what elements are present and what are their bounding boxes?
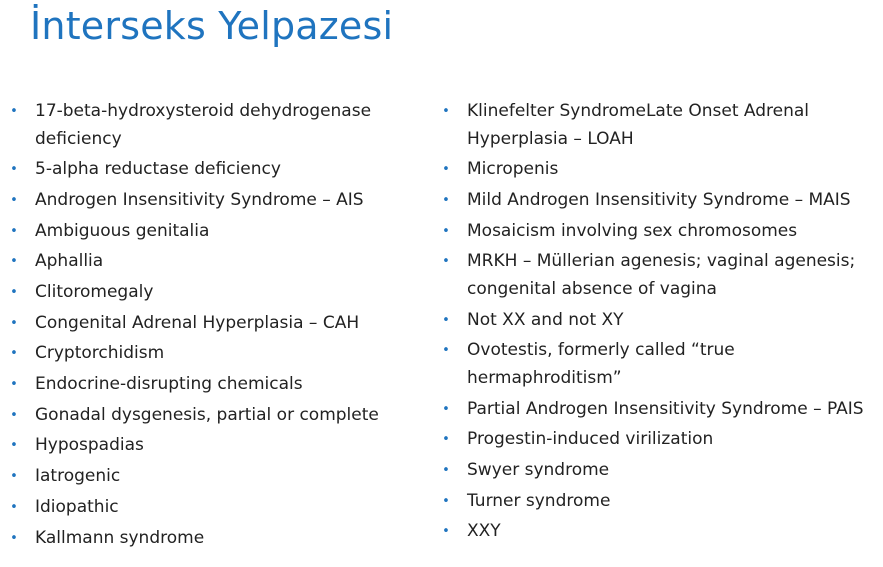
list-item-text: Endocrine-disrupting chemicals bbox=[35, 374, 303, 395]
bullet-icon: • bbox=[10, 407, 18, 423]
list-item bbox=[8, 187, 433, 215]
list-item bbox=[440, 396, 880, 424]
list-item bbox=[440, 337, 880, 392]
list-item bbox=[8, 494, 433, 522]
bullet-icon: • bbox=[10, 254, 18, 270]
list-item bbox=[8, 525, 433, 553]
list-item-text: Congenital Adrenal Hyperplasia – CAH bbox=[35, 312, 360, 333]
list-item-text: Mosaicism involving sex chromosomes bbox=[467, 220, 798, 241]
bullet-icon: • bbox=[10, 346, 18, 362]
list-item bbox=[8, 340, 433, 368]
list-item bbox=[8, 279, 433, 307]
bullet-icon: • bbox=[442, 462, 450, 478]
list-item-text: Idiopathic bbox=[35, 496, 119, 517]
right-bullet-list bbox=[440, 98, 880, 549]
list-item-text: Swyer syndrome bbox=[467, 459, 610, 480]
list-item-text: Ambiguous genitalia bbox=[35, 220, 210, 241]
bullet-icon: • bbox=[442, 254, 450, 270]
list-item-text: Clitoromegaly bbox=[35, 282, 154, 303]
bullet-icon: • bbox=[442, 104, 450, 119]
list-item-text: Micropenis bbox=[467, 159, 559, 180]
list-item-text: Kallmann syndrome bbox=[35, 527, 205, 548]
bullet-icon: • bbox=[442, 223, 450, 239]
bullet-icon: • bbox=[10, 192, 18, 208]
list-item-text: Cryptorchidism bbox=[35, 343, 165, 364]
list-item-text: Gonadal dysgenesis, partial or complete bbox=[35, 404, 379, 425]
list-item bbox=[440, 457, 880, 485]
bullet-icon: • bbox=[10, 469, 18, 485]
bullet-icon: • bbox=[10, 315, 18, 331]
list-item bbox=[440, 488, 880, 516]
list-item bbox=[8, 156, 433, 184]
list-item-text: XXY bbox=[467, 521, 501, 542]
list-item bbox=[440, 187, 880, 215]
list-item bbox=[440, 248, 880, 303]
bullet-icon: • bbox=[10, 499, 18, 515]
list-item-text: Klinefelter SyndromeLate Onset Adrenal Hyperplasia – LOAH bbox=[467, 101, 810, 149]
bullet-icon: • bbox=[10, 223, 18, 239]
slide-title: İnterseks Yelpazesi bbox=[30, 4, 394, 48]
bullet-icon: • bbox=[442, 312, 450, 328]
list-item-text: Not XX and not XY bbox=[467, 309, 624, 330]
list-item bbox=[440, 518, 880, 546]
bullet-icon: • bbox=[10, 162, 18, 178]
list-item-text: Ovotestis, formerly called “true hermaphroditism” bbox=[467, 340, 735, 388]
list-item bbox=[8, 98, 433, 153]
list-item-text: Androgen Insensitivity Syndrome – AIS bbox=[35, 189, 364, 210]
bullet-icon: • bbox=[10, 104, 18, 119]
list-item-text: 5-alpha reductase deficiency bbox=[35, 159, 281, 180]
bullet-icon: • bbox=[442, 343, 450, 359]
left-bullet-list bbox=[8, 98, 433, 555]
bullet-icon: • bbox=[442, 401, 450, 417]
list-item bbox=[8, 248, 433, 276]
list-item-text: 17-beta-hydroxysteroid dehydrogenase deficiency bbox=[35, 101, 372, 149]
list-item bbox=[8, 432, 433, 460]
list-item bbox=[440, 98, 880, 153]
list-item-text: Mild Androgen Insensitivity Syndrome – MAIS bbox=[467, 189, 851, 210]
list-item bbox=[8, 371, 433, 399]
list-item bbox=[440, 156, 880, 184]
bullet-icon: • bbox=[10, 377, 18, 393]
bullet-icon: • bbox=[442, 432, 450, 448]
bullet-icon: • bbox=[10, 438, 18, 454]
list-item-text: Hypospadias bbox=[35, 435, 144, 456]
list-item bbox=[8, 310, 433, 338]
list-item-text: Partial Androgen Insensitivity Syndrome – PAIS bbox=[467, 398, 864, 419]
bullet-icon: • bbox=[10, 285, 18, 301]
list-item-text: MRKH – Müllerian agenesis; vaginal agenesis; congenital absence of vagina bbox=[467, 251, 856, 299]
list-item-text: Aphallia bbox=[35, 251, 104, 272]
bullet-icon: • bbox=[442, 524, 450, 540]
list-item bbox=[8, 463, 433, 491]
list-item-text: Turner syndrome bbox=[467, 490, 611, 511]
list-item-text: Iatrogenic bbox=[35, 466, 121, 487]
list-item bbox=[440, 426, 880, 454]
bullet-icon: • bbox=[442, 192, 450, 208]
list-item bbox=[440, 307, 880, 335]
bullet-icon: • bbox=[442, 162, 450, 178]
list-item bbox=[8, 402, 433, 430]
list-item-text: Progestin-induced virilization bbox=[467, 429, 714, 450]
bullet-icon: • bbox=[10, 530, 18, 546]
list-item bbox=[440, 218, 880, 246]
bullet-icon: • bbox=[442, 493, 450, 509]
list-item bbox=[8, 218, 433, 246]
